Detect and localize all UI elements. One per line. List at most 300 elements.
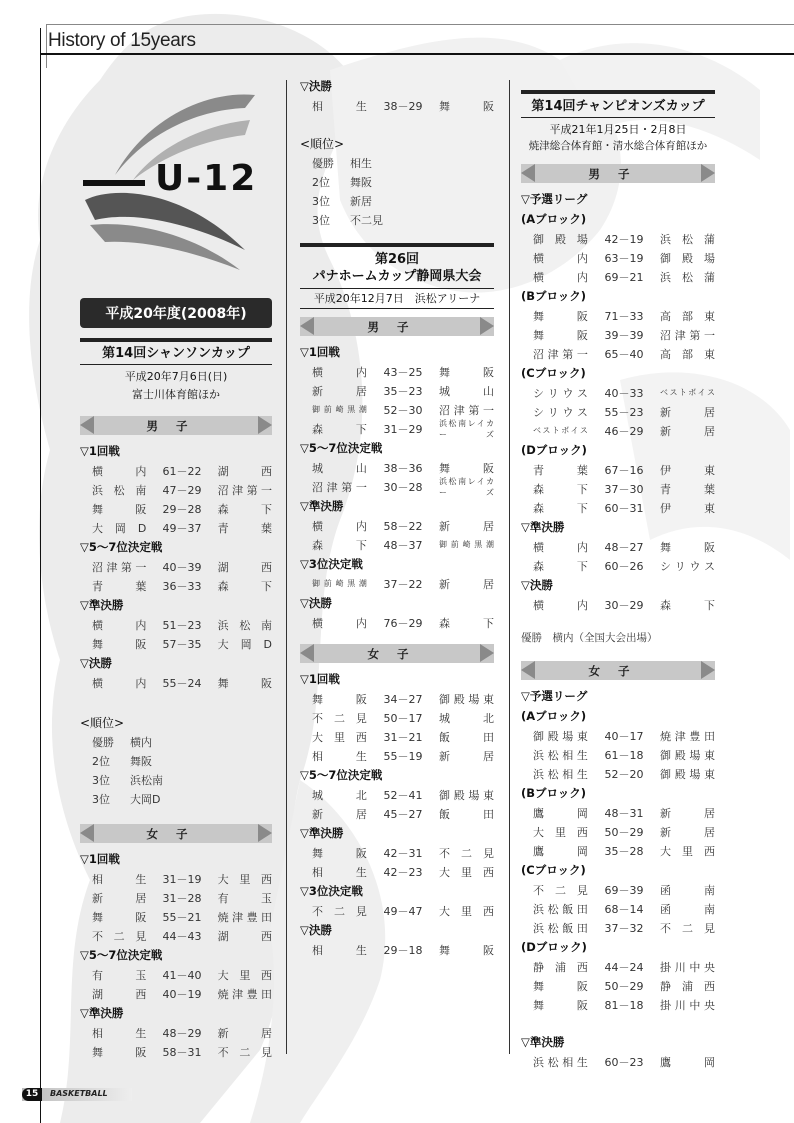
team-b: 焼津豊田 bbox=[217, 910, 273, 924]
score: 31－29 bbox=[383, 422, 423, 436]
team-b: 高部東 bbox=[660, 347, 715, 361]
girls-results bbox=[300, 669, 494, 959]
score: 55－23 bbox=[604, 405, 644, 419]
column-divider-2 bbox=[509, 80, 510, 1054]
round-heading: ▽決勝 bbox=[80, 656, 112, 670]
team-b: 不二見 bbox=[217, 1045, 273, 1059]
team-a: 舞阪 bbox=[533, 998, 588, 1012]
score: 55－21 bbox=[162, 910, 202, 924]
cup-title-line2: パナホームカップ静岡県大会 bbox=[312, 269, 482, 284]
match-row bbox=[521, 479, 715, 498]
match-row bbox=[300, 400, 494, 419]
column-2 bbox=[300, 76, 494, 959]
team-b: 沼津第一 bbox=[439, 403, 494, 417]
score: 29－18 bbox=[383, 943, 423, 957]
team-b: シリウス bbox=[660, 559, 715, 573]
match-row bbox=[300, 785, 494, 804]
team-b: 大里西 bbox=[217, 968, 273, 982]
ranking-list bbox=[80, 732, 272, 808]
round-heading: (Bブロック) bbox=[521, 786, 587, 800]
team-a: 新居 bbox=[92, 891, 147, 905]
girls-band: 女子 bbox=[521, 661, 715, 680]
team-a: 不二見 bbox=[312, 904, 367, 918]
team-a: 相生 bbox=[312, 943, 367, 957]
boys-band: 男子 bbox=[80, 416, 272, 435]
rank-row bbox=[80, 770, 272, 789]
team-b: ベストボイス bbox=[660, 388, 715, 397]
team-a: 森下 bbox=[533, 482, 588, 496]
team-b: 新居 bbox=[660, 424, 715, 438]
team-a: 森下 bbox=[312, 538, 367, 552]
match-row bbox=[300, 96, 494, 115]
round-heading: ▽1回戦 bbox=[300, 672, 340, 686]
match-row bbox=[300, 362, 494, 381]
team-b: 舞阪 bbox=[439, 461, 494, 475]
team-b: 大里西 bbox=[439, 865, 494, 879]
team-b: 大里西 bbox=[439, 904, 494, 918]
match-row bbox=[300, 708, 494, 727]
match-row bbox=[521, 1052, 715, 1071]
score: 29－28 bbox=[162, 502, 202, 516]
match-row bbox=[80, 965, 272, 984]
match-row bbox=[300, 940, 494, 959]
match-row bbox=[80, 907, 272, 926]
match-row bbox=[80, 926, 272, 945]
match-row bbox=[300, 613, 494, 632]
round-heading: ▽決勝 bbox=[521, 578, 553, 592]
team-b: 焼津豊田 bbox=[217, 987, 273, 1001]
rank-team: 相生 bbox=[350, 156, 372, 170]
round-heading: ▽1回戦 bbox=[80, 852, 120, 866]
team-b: 舞阪 bbox=[439, 99, 494, 113]
team-a: 浜松相生 bbox=[533, 767, 588, 781]
girls-band: 女子 bbox=[80, 824, 272, 843]
header-top-rule bbox=[46, 24, 794, 25]
score: 67－16 bbox=[604, 463, 644, 477]
team-b: 御殿場 bbox=[660, 251, 715, 265]
round-heading: (Aブロック) bbox=[521, 212, 587, 226]
team-a: 御前崎黒潮 bbox=[312, 405, 367, 414]
team-a: 大里西 bbox=[533, 825, 588, 839]
match-row bbox=[521, 841, 715, 860]
team-b: 伊東 bbox=[660, 501, 715, 515]
cup-date: 平成20年12月7日 浜松アリーナ bbox=[313, 292, 481, 305]
score: 30－28 bbox=[383, 480, 423, 494]
rank-team: 横内 bbox=[130, 735, 152, 749]
team-b: 新居 bbox=[439, 577, 494, 591]
cup-top-bar bbox=[521, 90, 715, 94]
team-b: 新居 bbox=[660, 806, 715, 820]
match-row bbox=[521, 248, 715, 267]
team-b: 飯田 bbox=[439, 730, 494, 744]
score: 39－39 bbox=[604, 328, 644, 342]
match-row bbox=[300, 901, 494, 920]
team-b: 御殿場東 bbox=[439, 692, 494, 706]
girls-results bbox=[80, 849, 272, 1061]
round-heading: ▽準決勝 bbox=[300, 826, 344, 840]
score: 31－21 bbox=[383, 730, 423, 744]
team-b: 大里西 bbox=[217, 872, 273, 886]
rank-place: 優勝 bbox=[92, 735, 114, 749]
team-b: 掛川中央 bbox=[660, 998, 715, 1012]
team-b: 函南 bbox=[660, 902, 715, 916]
team-a: 城山 bbox=[312, 461, 367, 475]
score: 48－31 bbox=[604, 806, 644, 820]
team-b: 御殿場東 bbox=[439, 788, 494, 802]
team-a: 横内 bbox=[312, 365, 367, 379]
score: 63－19 bbox=[604, 251, 644, 265]
score: 37－30 bbox=[604, 482, 644, 496]
team-a: 沼津第一 bbox=[92, 560, 147, 574]
team-a: 不二見 bbox=[312, 711, 367, 725]
team-b: 湖西 bbox=[217, 560, 273, 574]
match-row bbox=[521, 306, 715, 325]
team-b: 鷹岡 bbox=[660, 1055, 715, 1069]
team-a: 森下 bbox=[312, 422, 367, 436]
team-b: 湖西 bbox=[217, 464, 273, 478]
match-row bbox=[80, 869, 272, 888]
score: 60－23 bbox=[604, 1055, 644, 1069]
match-row bbox=[521, 460, 715, 479]
team-a: 不二見 bbox=[533, 883, 588, 897]
round-heading: ▽5～7位決定戦 bbox=[300, 441, 383, 455]
match-row bbox=[300, 535, 494, 554]
team-a: 横内 bbox=[92, 464, 147, 478]
match-row bbox=[80, 518, 272, 537]
team-a: 浜松飯田 bbox=[533, 921, 588, 935]
team-a: 沼津第一 bbox=[533, 347, 588, 361]
team-a: 横内 bbox=[312, 519, 367, 533]
score: 49－47 bbox=[383, 904, 423, 918]
score: 40－19 bbox=[162, 987, 202, 1001]
team-a: 相生 bbox=[92, 1026, 147, 1040]
match-row bbox=[300, 862, 494, 881]
team-a: 横内 bbox=[533, 540, 588, 554]
match-row bbox=[80, 576, 272, 595]
score: 55－19 bbox=[383, 749, 423, 763]
score: 37－32 bbox=[604, 921, 644, 935]
team-b: 新居 bbox=[660, 825, 715, 839]
boys-band: 男子 bbox=[300, 317, 494, 336]
round-heading: ▽決勝 bbox=[300, 923, 332, 937]
team-a: 相生 bbox=[312, 99, 367, 113]
team-b: 飯田 bbox=[439, 807, 494, 821]
team-b: 新居 bbox=[439, 749, 494, 763]
match-row bbox=[521, 899, 715, 918]
team-a: 舞阪 bbox=[312, 692, 367, 706]
winner-note: 優勝 横内（全国大会出場） bbox=[521, 632, 658, 644]
round-heading: ▽1回戦 bbox=[300, 345, 340, 359]
ranking-list bbox=[300, 153, 494, 229]
score: 34－27 bbox=[383, 692, 423, 706]
score: 50－29 bbox=[604, 825, 644, 839]
girls-final-results bbox=[300, 76, 494, 115]
boys-band: 男子 bbox=[521, 164, 715, 183]
team-b: 静浦西 bbox=[660, 979, 715, 993]
round-heading: (Cブロック) bbox=[521, 366, 586, 380]
u12-dash bbox=[83, 180, 145, 186]
score: 40－39 bbox=[162, 560, 202, 574]
match-row bbox=[521, 976, 715, 995]
team-a: 舞阪 bbox=[312, 846, 367, 860]
team-a: 舞阪 bbox=[92, 502, 147, 516]
round-heading: ▽5～7位決定戦 bbox=[80, 540, 163, 554]
match-row bbox=[300, 804, 494, 823]
team-a: 鷹岡 bbox=[533, 844, 588, 858]
team-b: 函南 bbox=[660, 883, 715, 897]
match-row bbox=[80, 557, 272, 576]
score: 60－31 bbox=[604, 501, 644, 515]
rank-place: 3位 bbox=[312, 213, 330, 227]
team-a: 森下 bbox=[533, 501, 588, 515]
team-a: 大里西 bbox=[312, 730, 367, 744]
cup-title-line1: 第26回 bbox=[374, 252, 420, 267]
match-row bbox=[300, 843, 494, 862]
match-row bbox=[521, 803, 715, 822]
score: 44－43 bbox=[162, 929, 202, 943]
team-a: ベストボイス bbox=[533, 426, 588, 435]
rank-row bbox=[300, 191, 494, 210]
cup-rule bbox=[521, 117, 715, 118]
page-number: 15 bbox=[22, 1088, 42, 1101]
match-row bbox=[80, 673, 272, 692]
match-row bbox=[80, 480, 272, 499]
team-a: 新居 bbox=[312, 807, 367, 821]
match-row bbox=[521, 995, 715, 1014]
team-a: 舞阪 bbox=[92, 910, 147, 924]
score: 31－19 bbox=[162, 872, 202, 886]
score: 36－33 bbox=[162, 579, 202, 593]
score: 47－29 bbox=[162, 483, 202, 497]
score: 69－39 bbox=[604, 883, 644, 897]
score: 81－18 bbox=[604, 998, 644, 1012]
team-a: 相生 bbox=[92, 872, 147, 886]
team-b: 舞阪 bbox=[439, 365, 494, 379]
match-row bbox=[521, 745, 715, 764]
match-row bbox=[521, 595, 715, 614]
match-row bbox=[300, 574, 494, 593]
match-row bbox=[80, 615, 272, 634]
boys-results bbox=[300, 342, 494, 632]
team-b: 森下 bbox=[217, 579, 273, 593]
score: 71－33 bbox=[604, 309, 644, 323]
round-heading: ▽決勝 bbox=[300, 79, 332, 93]
round-heading: ▽準決勝 bbox=[80, 598, 124, 612]
cup-date: 平成20年7月6日(日) bbox=[124, 370, 228, 383]
round-heading: ▽1回戦 bbox=[80, 444, 120, 458]
match-row bbox=[300, 727, 494, 746]
match-row bbox=[521, 421, 715, 440]
year-badge: 平成20年度(2008年) bbox=[80, 298, 272, 328]
match-row bbox=[521, 325, 715, 344]
team-b: 不二見 bbox=[439, 846, 494, 860]
team-a: 舞阪 bbox=[533, 328, 588, 342]
score: 48－27 bbox=[604, 540, 644, 554]
team-b: 森下 bbox=[439, 616, 494, 630]
match-row bbox=[80, 1023, 272, 1042]
score: 60－26 bbox=[604, 559, 644, 573]
match-row bbox=[521, 918, 715, 937]
team-a: 舞阪 bbox=[92, 1045, 147, 1059]
round-heading: ▽準決勝 bbox=[80, 1006, 124, 1020]
score: 43－25 bbox=[383, 365, 423, 379]
team-a: 静浦西 bbox=[533, 960, 588, 974]
score: 45－27 bbox=[383, 807, 423, 821]
match-row bbox=[300, 516, 494, 535]
team-b: 青葉 bbox=[660, 482, 715, 496]
score: 31－28 bbox=[162, 891, 202, 905]
rank-team: 不二見 bbox=[350, 213, 383, 227]
cup-top-bar bbox=[300, 243, 494, 247]
footer-label: BASKETBALL bbox=[50, 1089, 108, 1098]
team-b: 有玉 bbox=[217, 891, 273, 905]
boys-results bbox=[80, 441, 272, 692]
round-heading: ▽準決勝 bbox=[300, 499, 344, 513]
team-b: 御前崎黒潮 bbox=[439, 540, 494, 549]
u12-label: U-12 bbox=[155, 158, 258, 199]
team-b: 浜松蒲 bbox=[660, 270, 715, 284]
boys-results bbox=[521, 189, 715, 614]
match-row bbox=[300, 419, 494, 438]
team-a: 大岡D bbox=[92, 521, 147, 535]
team-a: 舞阪 bbox=[92, 637, 147, 651]
header-inner-rule bbox=[46, 24, 47, 68]
team-b: 城北 bbox=[439, 711, 494, 725]
team-a: シリウス bbox=[533, 386, 588, 400]
team-b: 新居 bbox=[439, 519, 494, 533]
team-b: 城山 bbox=[439, 384, 494, 398]
team-b: 新居 bbox=[217, 1026, 273, 1040]
cup-venue: 富士川体育館ほか bbox=[132, 388, 220, 401]
round-heading: ▽決勝 bbox=[300, 596, 332, 610]
team-b: 舞阪 bbox=[660, 540, 715, 554]
score: 42－23 bbox=[383, 865, 423, 879]
team-a: 鷹岡 bbox=[533, 806, 588, 820]
round-heading: (Bブロック) bbox=[521, 289, 587, 303]
match-row bbox=[300, 689, 494, 708]
rank-place: 優勝 bbox=[312, 156, 334, 170]
round-heading: (Aブロック) bbox=[521, 709, 587, 723]
team-a: 舞阪 bbox=[533, 309, 588, 323]
score: 44－24 bbox=[604, 960, 644, 974]
match-row bbox=[521, 556, 715, 575]
header-rule bbox=[40, 53, 794, 55]
score: 42－31 bbox=[383, 846, 423, 860]
team-b: 掛川中央 bbox=[660, 960, 715, 974]
match-row bbox=[80, 461, 272, 480]
team-a: 横内 bbox=[92, 618, 147, 632]
score: 35－23 bbox=[383, 384, 423, 398]
score: 65－40 bbox=[604, 347, 644, 361]
score: 58－31 bbox=[162, 1045, 202, 1059]
team-a: 横内 bbox=[533, 270, 588, 284]
cup-title: 第14回チャンピオンズカップ bbox=[531, 99, 705, 114]
cup-title: 第14回シャンソンカップ bbox=[102, 346, 250, 361]
match-row bbox=[521, 880, 715, 899]
team-b: 浜松南 bbox=[217, 618, 273, 632]
page-left-rule bbox=[40, 28, 41, 1123]
score: 50－17 bbox=[383, 711, 423, 725]
team-a: 横内 bbox=[533, 598, 588, 612]
score: 30－29 bbox=[604, 598, 644, 612]
round-heading: ▽5～7位決定戦 bbox=[80, 948, 163, 962]
match-row bbox=[521, 402, 715, 421]
match-row bbox=[521, 537, 715, 556]
rank-place: 2位 bbox=[92, 754, 110, 768]
team-a: 御殿場東 bbox=[533, 729, 588, 743]
team-a: 沼津第一 bbox=[312, 480, 367, 494]
match-row bbox=[300, 477, 494, 496]
rank-row bbox=[300, 172, 494, 191]
team-b: 森下 bbox=[217, 502, 273, 516]
cup-top-bar bbox=[80, 338, 272, 342]
rank-row bbox=[80, 751, 272, 770]
rank-row bbox=[300, 153, 494, 172]
score: 68－14 bbox=[604, 902, 644, 916]
column-1 bbox=[80, 338, 272, 1061]
team-b: 湖西 bbox=[217, 929, 273, 943]
team-a: 御殿場 bbox=[533, 232, 588, 246]
score: 52－20 bbox=[604, 767, 644, 781]
team-a: シリウス bbox=[533, 405, 588, 419]
team-a: 浜松相生 bbox=[533, 748, 588, 762]
team-b: 不二見 bbox=[660, 921, 715, 935]
match-row bbox=[80, 634, 272, 653]
score: 49－37 bbox=[162, 521, 202, 535]
round-heading: ▽予選リーグ bbox=[521, 192, 588, 206]
team-b: 浜松南レイカーズ bbox=[439, 418, 494, 439]
score: 55－24 bbox=[162, 676, 202, 690]
cup-date: 平成21年1月25日・2月8日 bbox=[549, 123, 687, 136]
score: 57－35 bbox=[162, 637, 202, 651]
team-b: 御殿場東 bbox=[660, 767, 715, 781]
team-b: 新居 bbox=[660, 405, 715, 419]
score: 52－30 bbox=[383, 403, 423, 417]
team-a: 御前崎黒潮 bbox=[312, 579, 367, 588]
match-row bbox=[521, 726, 715, 745]
team-a: 青葉 bbox=[92, 579, 147, 593]
team-a: 城北 bbox=[312, 788, 367, 802]
match-row bbox=[300, 746, 494, 765]
rank-team: 新居 bbox=[350, 194, 372, 208]
ranking-heading: <順位> bbox=[80, 715, 125, 730]
score: 69－21 bbox=[604, 270, 644, 284]
rank-place: 3位 bbox=[312, 194, 330, 208]
column-3 bbox=[521, 90, 715, 1071]
team-a: 舞阪 bbox=[533, 979, 588, 993]
team-a: 相生 bbox=[312, 749, 367, 763]
column-divider-1 bbox=[286, 80, 287, 1054]
score: 58－22 bbox=[383, 519, 423, 533]
rank-team: 浜松南 bbox=[130, 773, 163, 787]
match-row bbox=[521, 344, 715, 363]
score: 40－17 bbox=[604, 729, 644, 743]
round-heading: ▽3位決定戦 bbox=[300, 557, 363, 571]
match-row bbox=[521, 383, 715, 402]
team-b: 伊東 bbox=[660, 463, 715, 477]
match-row bbox=[521, 957, 715, 976]
rank-row bbox=[300, 210, 494, 229]
team-b: 舞阪 bbox=[439, 943, 494, 957]
rank-row bbox=[80, 732, 272, 751]
page-header-title: History of 15years bbox=[48, 30, 196, 51]
team-b: 青葉 bbox=[217, 521, 273, 535]
rank-team: 大岡D bbox=[130, 792, 161, 806]
team-a: 横内 bbox=[92, 676, 147, 690]
score: 38－29 bbox=[383, 99, 423, 113]
team-b: 舞阪 bbox=[217, 676, 273, 690]
team-a: 浜松飯田 bbox=[533, 902, 588, 916]
